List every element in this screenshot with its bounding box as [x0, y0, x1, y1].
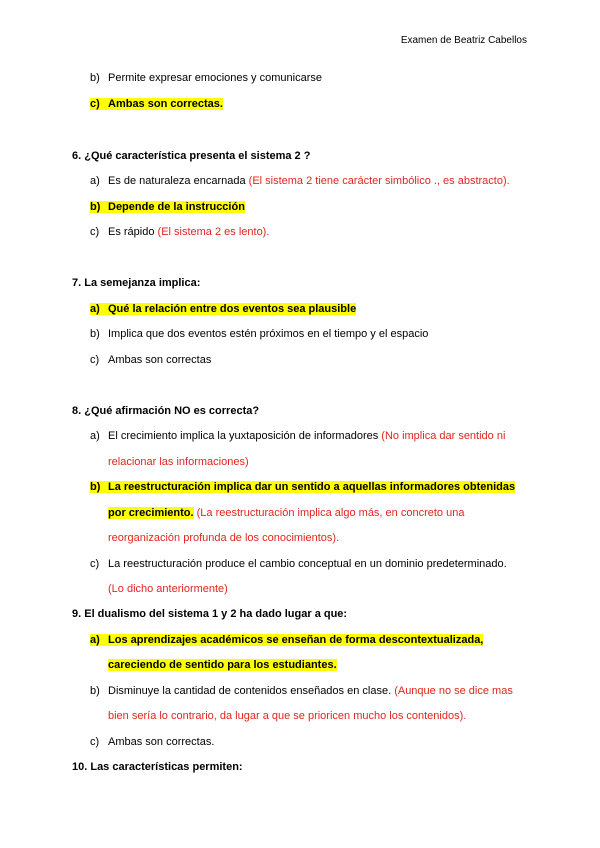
q8-option-c-note: (Lo dicho anteriormente)	[108, 583, 228, 595]
option-letter: b)	[90, 685, 100, 697]
option-letter: c)	[90, 226, 100, 238]
option-letter: a)	[90, 634, 100, 646]
option-note: (La reestructuración implica algo más, en concreto una	[193, 507, 465, 519]
option-text: La reestructuración produce el cambio conceptual en un dominio predeterminado.	[108, 558, 507, 570]
q5-option-b	[90, 71, 322, 85]
option-text: Implica que dos eventos estén próximos en el tiempo y el espacio	[108, 328, 429, 340]
option-letter: a)	[90, 303, 100, 315]
option-text: Disminuye la cantidad de contenidos enseñados en clase.	[108, 685, 395, 697]
q7-title: 7. La semejanza implica:	[72, 277, 201, 289]
q6-option-a	[90, 174, 510, 188]
q6-option-b	[90, 200, 245, 214]
option-text: Depende de la instrucción	[108, 201, 245, 213]
q9-option-a	[90, 633, 483, 647]
option-note: (El sistema 2 tiene carácter simbólico ., es abstracto).	[248, 175, 510, 187]
option-text: El crecimiento implica la yuxtaposición de informadores	[108, 430, 382, 442]
option-letter: b)	[90, 72, 100, 84]
option-letter: a)	[90, 430, 100, 442]
option-text-cont: careciendo de sentido para los estudiantes.	[108, 659, 337, 671]
q9-title: 9. El dualismo del sistema 1 y 2 ha dado lugar a que:	[72, 608, 348, 620]
option-letter: c)	[90, 736, 100, 748]
option-text: Los aprendizajes académicos se enseñan de forma descontextualizada,	[108, 634, 484, 646]
option-note: (El sistema 2 es lento).	[157, 226, 270, 238]
option-letter: c)	[90, 558, 100, 570]
q8-option-a-note-cont: relacionar las informaciones)	[108, 456, 249, 468]
option-letter: b)	[90, 201, 101, 213]
q8-option-b-note-cont: reorganización profunda de los conocimientos).	[108, 532, 340, 544]
q7-option-c	[90, 353, 211, 367]
option-text-cont: por crecimiento.	[108, 507, 194, 519]
q8-option-a	[90, 429, 505, 443]
option-text: Ambas son correctas.	[108, 736, 215, 748]
q8-option-b-cont	[108, 506, 464, 520]
q7-option-b	[90, 327, 428, 341]
q9-option-b	[90, 684, 513, 698]
q10-title: 10. Las características permiten:	[72, 761, 243, 773]
option-text: Es rápido	[108, 226, 158, 238]
q8-title: 8. ¿Qué afirmación NO es correcta?	[72, 405, 260, 417]
option-text: Ambas son correctas	[108, 354, 212, 366]
option-text: Permite expresar emociones y comunicarse	[108, 72, 322, 84]
q6-option-c	[90, 225, 269, 239]
option-note: (No implica dar sentido ni	[381, 430, 506, 442]
page-header: Examen de Beatriz Cabellos	[400, 35, 527, 46]
option-note: (Aunque no se dice mas	[394, 685, 513, 697]
option-letter: c)	[90, 354, 100, 366]
q9-option-b-note-cont: bien sería lo contrario, da lugar a que se prioricen mucho los contenidos).	[108, 710, 467, 722]
option-letter: b)	[90, 481, 101, 493]
option-text: Es de naturaleza encarnada	[108, 175, 249, 187]
q7-option-a	[90, 302, 356, 316]
option-letter: b)	[90, 328, 100, 340]
option-letter: c)	[90, 98, 100, 110]
q9-option-a-cont	[108, 658, 337, 672]
q6-title: 6. ¿Qué característica presenta el sistema 2 ?	[72, 150, 311, 162]
q8-option-b	[90, 480, 515, 494]
q8-option-c	[90, 557, 507, 571]
q5-option-c	[90, 97, 223, 111]
option-letter: a)	[90, 175, 100, 187]
q9-option-c	[90, 735, 214, 749]
option-text: La reestructuración implica dar un sentido a aquellas informadores obtenidas	[108, 481, 516, 493]
option-text: Ambas son correctas.	[108, 98, 223, 110]
option-text: Qué la relación entre dos eventos sea plausible	[108, 303, 357, 315]
